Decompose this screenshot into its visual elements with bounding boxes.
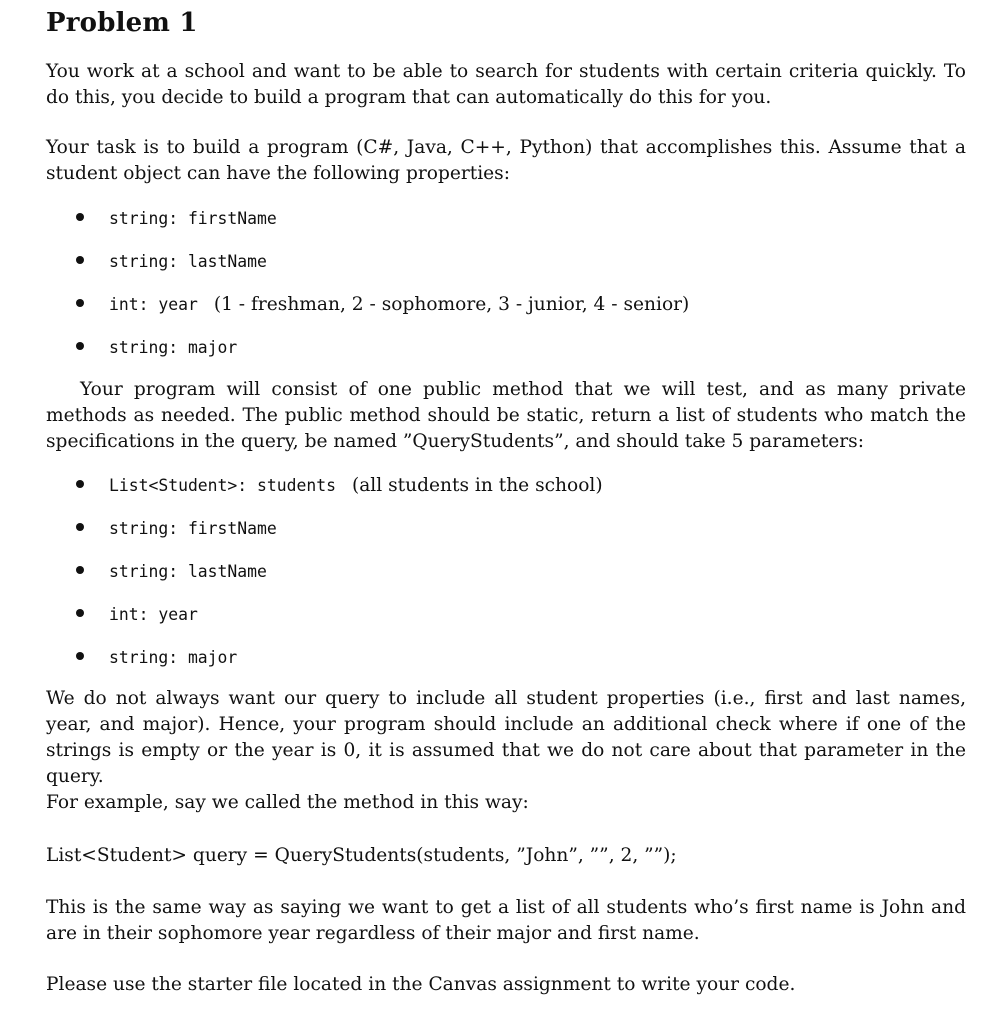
list-item: [76, 516, 277, 542]
parameter-code: string: lastName: [109, 562, 267, 581]
property-code: string: major: [109, 338, 238, 357]
example-explanation: This is the same way as saying we want to get a list of all students who’s first name is John and are in their sophomore year regardless of their major and first name.: [46, 897, 966, 944]
list-item: [76, 292, 689, 318]
bullet-icon: [76, 213, 84, 221]
parameter-code: string: firstName: [109, 519, 277, 538]
bullet-icon: [76, 566, 84, 574]
bullet-icon: [76, 256, 84, 264]
bullet-icon: [76, 609, 84, 617]
list-item: [76, 206, 277, 232]
intro-paragraph: You work at a school and want to be able to search for students with certain criteria quickly. To do this, you decide to build a program that can automatically do this for you.: [46, 61, 966, 108]
list-item: [76, 645, 237, 671]
parameter-code: int: year: [109, 605, 198, 624]
list-item: [76, 249, 267, 275]
property-code: string: lastName: [109, 252, 267, 271]
parameter-note: (all students in the school): [351, 475, 603, 496]
problem-title: Problem 1: [46, 8, 198, 38]
bullet-icon: [76, 652, 84, 660]
property-code: string: firstName: [109, 209, 277, 228]
example-call: List<Student> query = QueryStudents(students, ”John”, ””, 2, ””);: [46, 845, 677, 866]
task-paragraph: Your task is to build a program (C#, Java, C++, Python) that accomplishes this. Assume that a student object can have the following properties:: [46, 137, 966, 184]
bullet-icon: [76, 342, 84, 350]
property-note: (1 - freshman, 2 - sophomore, 3 - junior, 4 - senior): [213, 294, 690, 315]
closing-instruction: Please use the starter file located in the Canvas assignment to write your code.: [46, 974, 796, 995]
bullet-icon: [76, 299, 84, 307]
property-code: int: year: [109, 295, 198, 314]
bullet-icon: [76, 480, 84, 488]
method-description-paragraph: Your program will consist of one public method that we will test, and as many private methods as needed. The public method should be static, return a list of students who match the specifications in the query, be named ”QueryStudents”, and should take 5 parameters:: [46, 379, 966, 452]
list-item: [76, 602, 198, 628]
example-intro: For example, say we called the method in this way:: [46, 792, 529, 813]
parameter-code: List<Student>: students: [109, 476, 336, 495]
parameter-code: string: major: [109, 648, 238, 667]
list-item: [76, 559, 267, 585]
list-item: [76, 473, 603, 499]
optional-parameters-paragraph: We do not always want our query to include all student properties (i.e., first and last names, year, and major). Hence, your program should include an additional check where if one of the strings is empty or the year is 0, it is assumed that we do not care about that parameter in the query.: [46, 688, 966, 787]
list-item: [76, 335, 237, 361]
bullet-icon: [76, 523, 84, 531]
